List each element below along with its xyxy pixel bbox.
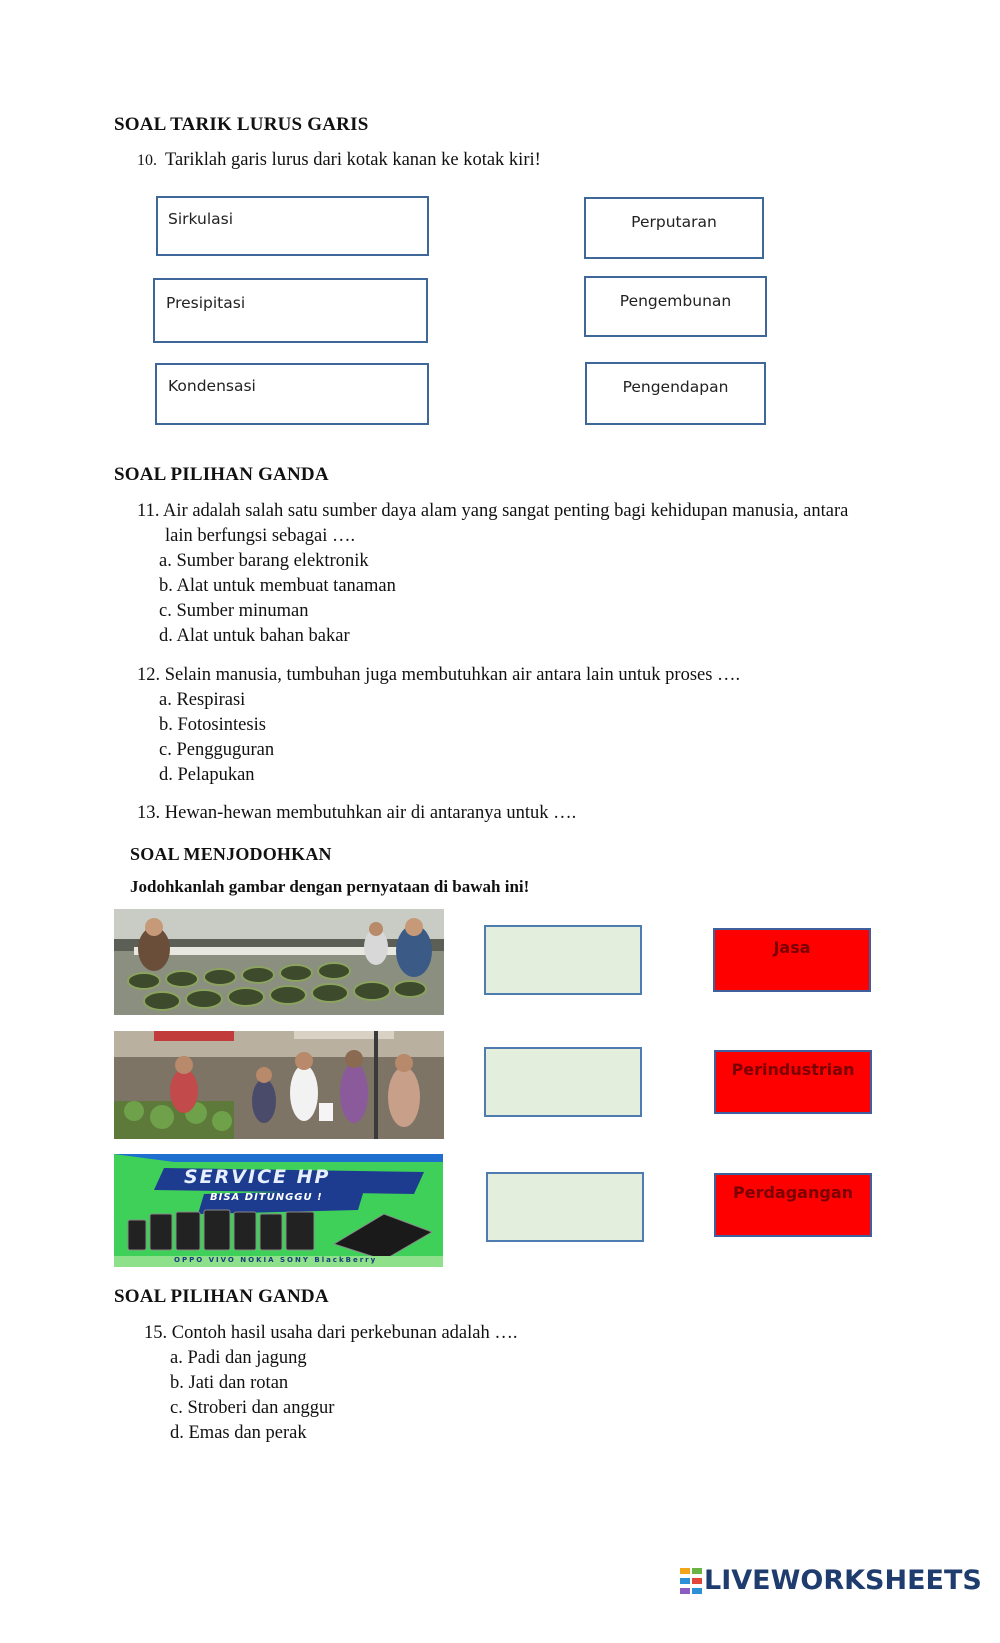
- q15-option-c[interactable]: c. Stroberi dan anggur: [170, 1398, 335, 1418]
- liveworksheets-logo-text: LIVEWORKSHEETS: [704, 1565, 982, 1596]
- question-11-line-1: 11. Air adalah salah satu sumber daya alam yang sangat penting bagi kehidupan manusia, antara: [137, 501, 849, 521]
- service-banner-title: SERVICE HP: [184, 1166, 331, 1188]
- service-banner-subtitle: BISA DITUNGGU !: [210, 1192, 323, 1203]
- right-box-3[interactable]: [585, 362, 766, 425]
- q15-option-a[interactable]: a. Padi dan jagung: [170, 1348, 307, 1368]
- section-title-matching-lines: SOAL TARIK LURUS GARIS: [114, 114, 369, 135]
- left-box-2[interactable]: [153, 278, 428, 343]
- left-box-3-label: Kondensasi: [168, 377, 256, 395]
- matching-instruction: Jodohkanlah gambar dengan pernyataan di bawah ini!: [130, 877, 530, 896]
- q11-option-a[interactable]: a. Sumber barang elektronik: [159, 551, 369, 571]
- section-title-multiple-choice-2: SOAL PILIHAN GANDA: [114, 1286, 329, 1307]
- q11-option-c[interactable]: c. Sumber minuman: [159, 601, 309, 621]
- right-box-3-label: Pengendapan: [622, 378, 729, 396]
- question-11-line-2: lain berfungsi sebagai ….: [165, 526, 356, 546]
- service-hp-banner: [114, 1154, 443, 1267]
- question-10-text: Tariklah garis lurus dari kotak kanan ke kotak kiri!: [165, 150, 541, 170]
- left-box-3[interactable]: [155, 363, 429, 425]
- section-title-matching: SOAL MENJODOHKAN: [130, 844, 332, 864]
- q12-option-c[interactable]: c. Pengguguran: [159, 740, 275, 760]
- right-box-2-label: Pengembunan: [619, 292, 732, 310]
- question-13-text: 13. Hewan-hewan membutuhkan air di antaranya untuk ….: [137, 803, 577, 823]
- liveworksheets-logo: [680, 1565, 980, 1597]
- question-10-number: 10.: [137, 152, 157, 169]
- section-title-multiple-choice: SOAL PILIHAN GANDA: [114, 464, 329, 485]
- choice-jasa[interactable]: Jasa: [713, 928, 871, 992]
- question-12-text: 12. Selain manusia, tumbuhan juga membutuhkan air antara lain untuk proses ….: [137, 665, 741, 685]
- service-banner-brands: OPPO VIVO NOKIA SONY BlackBerry: [174, 1256, 378, 1264]
- answer-box-2[interactable]: [484, 1047, 642, 1117]
- answer-box-3[interactable]: [486, 1172, 644, 1242]
- q12-option-b[interactable]: b. Fotosintesis: [159, 715, 266, 735]
- right-box-2[interactable]: [584, 276, 767, 337]
- answer-box-1[interactable]: [484, 925, 642, 995]
- liveworksheets-logo-icon: [680, 1568, 702, 1594]
- left-box-1-label: Sirkulasi: [168, 210, 234, 228]
- q15-option-b[interactable]: b. Jati dan rotan: [170, 1373, 289, 1393]
- choice-perindustrian[interactable]: Perindustrian: [714, 1050, 872, 1114]
- q12-option-d[interactable]: d. Pelapukan: [159, 765, 255, 785]
- traditional-market-photo: [114, 1031, 444, 1139]
- q12-option-a[interactable]: a. Respirasi: [159, 690, 246, 710]
- left-box-1[interactable]: [156, 196, 429, 256]
- choice-perdagangan[interactable]: Perdagangan: [714, 1173, 872, 1237]
- question-15-text: 15. Contoh hasil usaha dari perkebunan adalah ….: [144, 1323, 518, 1343]
- market-food-photo: [114, 909, 444, 1015]
- right-box-1-label: Perputaran: [631, 213, 717, 231]
- right-box-1[interactable]: [584, 197, 764, 259]
- q11-option-d[interactable]: d. Alat untuk bahan bakar: [159, 626, 350, 646]
- q15-option-d[interactable]: d. Emas dan perak: [170, 1423, 307, 1443]
- left-box-2-label: Presipitasi: [166, 294, 246, 312]
- q11-option-b[interactable]: b. Alat untuk membuat tanaman: [159, 576, 396, 596]
